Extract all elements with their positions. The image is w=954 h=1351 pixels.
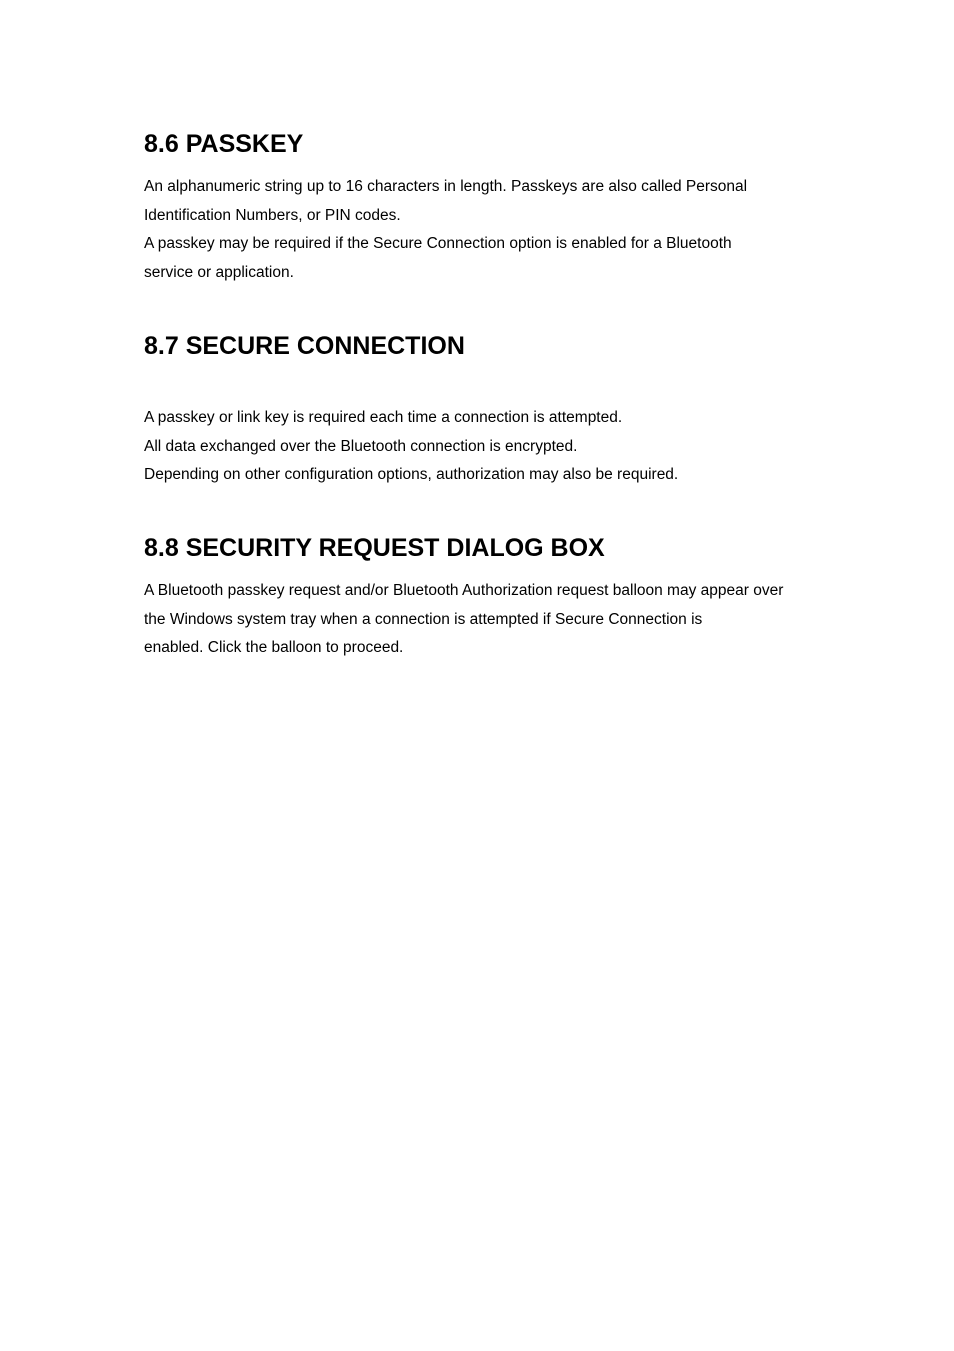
body-line: enabled. Click the balloon to proceed.: [144, 639, 404, 657]
body-line: Identification Numbers, or PIN codes.: [144, 206, 401, 224]
section-heading-passkey: 8.6 PASSKEY: [144, 130, 304, 158]
body-line: the Windows system tray when a connection is attempted if Secure Connection is: [144, 610, 703, 628]
body-line: A Bluetooth passkey request and/or Bluetooth Authorization request balloon may appear over: [144, 582, 784, 599]
section-body-secure-connection: [144, 404, 678, 490]
body-line: A passkey or link key is required each time a connection is attempted.: [144, 409, 623, 426]
section-heading-security-request-dialog-box: 8.8 SECURITY REQUEST DIALOG BOX: [144, 534, 605, 562]
section-body-passkey: [144, 173, 747, 288]
section-heading-secure-connection: 8.7 SECURE CONNECTION: [144, 332, 465, 360]
body-line: service or application.: [144, 264, 294, 282]
body-line: All data exchanged over the Bluetooth connection is encrypted.: [144, 437, 578, 455]
body-line: A passkey may be required if the Secure Connection option is enabled for a Bluetooth: [144, 235, 732, 253]
body-line: An alphanumeric string up to 16 characters in length. Passkeys are also called Personal: [144, 178, 748, 195]
body-line: Depending on other configuration options, authorization may also be required.: [144, 466, 679, 484]
section-body-security-request-dialog-box: [144, 577, 783, 663]
